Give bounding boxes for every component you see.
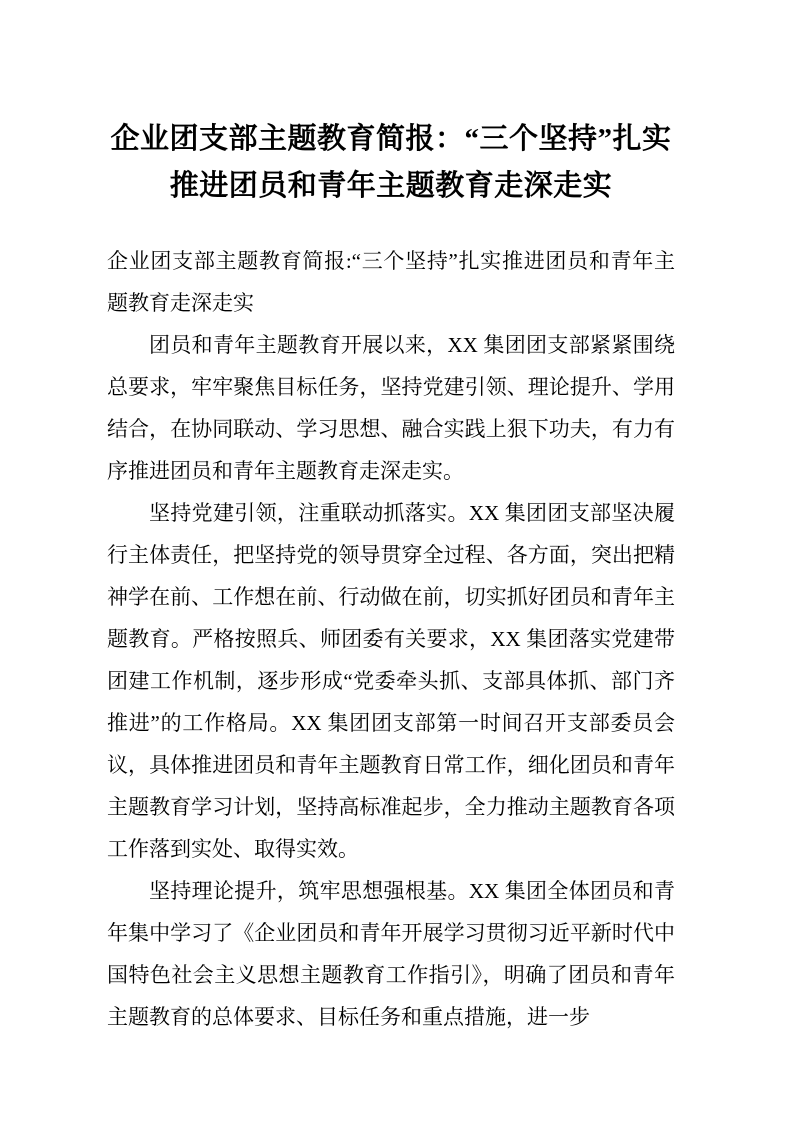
paragraph: 坚持理论提升，筑牢思想强根基。XX 集团全体团员和青年集中学习了《企业团员和青年开展学习贯彻习近平新时代中国特色社会主义思想主题教育工作指引》，明确了团员和青年主题教育的总体要求、目标任务和重点措施，进一步	[107, 879, 675, 1029]
text-column	[107, 116, 675, 1038]
paragraph: 团员和青年主题教育开展以来，XX 集团团支部紧紧围绕总要求，牢牢聚焦目标任务，坚持党建引领、理论提升、学用结合，在协同联动、学习思想、融合实践上狠下功夫，有力有序推进团员和青年主题教育走深走实。	[107, 333, 675, 483]
paragraph: 坚持党建引领，注重联动抓落实。XX 集团团支部坚决履行主体责任，把坚持党的领导贯穿全过程、各方面，突出把精神学在前、工作想在前、行动做在前，切实抓好团员和青年主题教育。严格按照兵、师团委有关要求，XX 集团落实党建带团建工作机制，逐步形成“党委牵头抓、支部具体抓、部门齐推进”的工作格局。XX 集团团支部第一时间召开支部委员会议，具体推进团员和青年主题教育日常工作，细化团员和青年主题教育学习计划，坚持高标准起步，全力推动主题教育各项工作落到实处、取得实效。	[107, 501, 675, 861]
document-body	[107, 240, 675, 1038]
paragraph: 企业团支部主题教育简报:“三个坚持”扎实推进团员和青年主题教育走深走实	[107, 249, 675, 315]
document-title: 企业团支部主题教育简报：“三个坚持”扎实推进团员和青年主题教育走深走实	[110, 123, 672, 202]
